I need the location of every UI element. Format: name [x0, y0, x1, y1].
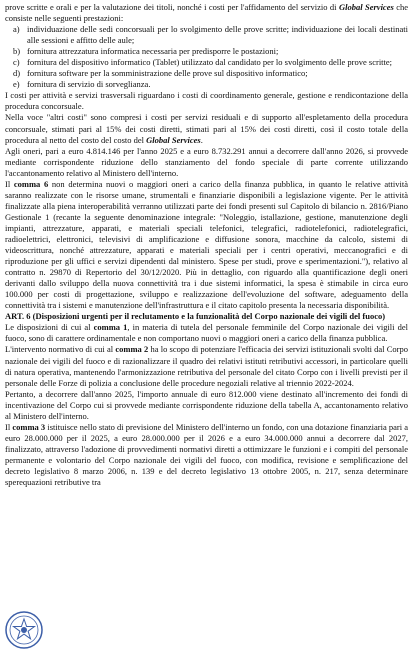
altri-costi-paragraph [5, 112, 408, 145]
intro-text-rest: che consiste nelle seguenti prestazioni: [5, 2, 409, 24]
list-item-label: c) [13, 57, 20, 68]
list-item-text: fornitura attrezzatura informatica necessaria per predisporre le postazioni; [27, 46, 279, 57]
intro-text: prove scritte e orali e per la valutazione dei titoli, nonché i costi per l'affidamento del servizio di [5, 2, 337, 12]
list-item-label: a) [13, 24, 20, 35]
comma3-ref: comma 3 [12, 421, 46, 432]
article-6-heading: ART. 6 (Disposizioni urgenti per il reclutamento e la funzionalità del Corpo nazionale dei vigili del fuoco) [5, 311, 386, 322]
comma6-text: non determina nuovi o maggiori oneri a carico della finanza pubblica, in quanto le relative attività saranno realizzate con le risorse umane, strumentali e finanziarie disponibili a legislazione vigente. Per le attività finalizzate alla piena interoperabilità verranno utilizzati parte dei fondi presenti sul Capitolo di bilancio n. 2816/Piano Gestionale 1 (recante la seguente denominazione integrale: "Noleggio, istallazione, gestione, manutenzione degli impianti, attrezzature, apparati, e materiali speciali telefonici, telegrafici, radiotelefonici, radiotelegrafici, radioelettrici, elettronici, televisivi di amplificazione e diffusione sonora, macchine da calcolo, sistemi di videoscrittura, nonché attrezzature, apparati e materiali speciali per i centri operativi, meccanografici e di riproduzione per gli uffici e servizi dipendenti dal ministero. Spese per studi, prove e sperimentazioni."), relativo al contratto n. 29870 di Repertorio del 30/12/2020. Più in dettaglio, con riguardo alla quantificazione degli oneri derivanti dallo sviluppo della nuova connettività tra i due sistemi informatici, la spesa è stimabile in circa euro 100.000 per costi di progettazione, sviluppo e realizzazione dell'evoluzione del software, adeguamento della connettività tra i sistemi e manutenzione dell'infrastruttura e il citato capitolo presenta la necessaria disponibilità. [5, 178, 409, 311]
global-services-name: Global Services [338, 2, 394, 12]
list-item-label: b) [13, 46, 21, 57]
comma1-ref: comma 1 [93, 322, 128, 333]
art6-c3-pre: Il [5, 421, 13, 432]
altri-costi-end: . [200, 134, 203, 145]
list-item-text: fornitura software per la somministrazione delle prove sul dispositivo informatico; [27, 68, 308, 79]
intro-paragraph [5, 2, 408, 24]
oneri-paragraph: Agli oneri, pari a euro 4.814.146 per l'anno 2025 e a euro 8.732.291 annui a decorrere dall'anno 2026, si provvede mediante corrispondente riduzione dello stanziamento del fondo speciale di parte corrente utilizzando l'accantonamento relativo al Ministero dell'interno. [5, 145, 408, 178]
comma6-ref: comma 6 [13, 178, 49, 189]
costi-paragraph: I costi per attività e servizi trasversali riguardano i costi di coordinamento generale, gestione e rendicontazione della procedura concorsuale. [5, 90, 408, 112]
repubblica-italiana-emblem-icon [4, 610, 44, 650]
list-item-label: d) [13, 68, 21, 79]
art6-c3-text: istituisce nello stato di previsione del Ministero dell'interno un fondo, con una dotazione finanziaria pari a euro 28.000.000 per il 2025, a euro 28.000.000 per il 2026 e a euro 34.000.000 annui a decorrere dal 2027, finalizzato, attraverso l'adozione di provvedimenti normativi diretti a ottimizzare le funzioni e i compiti del personale permanente e volontario del Corpo nazionale dei vigili del fuoco, con modifica, revisione e semplificazione del decreto legislativo 8 marzo 2006, n. 139 e del decreto legislativo 13 ottobre 2005, n. 217, senza determinare sperequazioni retributive tra [5, 421, 408, 488]
art6-comma1-paragraph [5, 322, 408, 344]
document-body [5, 2, 408, 488]
list-item-label: e) [13, 79, 20, 90]
services-list [5, 24, 408, 90]
art6-c1-pre: Le disposizioni di cui al [5, 322, 94, 333]
comma6-paragraph [5, 179, 408, 312]
art6-c1-text: , in materia di tutela del personale femminile del Corpo nazionale dei vigili del fuoco, sono di carattere ordinamentale e non comportano nuovi o maggiori oneri a carico della finanza pubblica. [5, 322, 409, 344]
list-item-text: fornitura del dispositivo informatico (Tablet) utilizzato dal candidato per lo svolgimento delle prove scritte; [27, 57, 393, 68]
list-item [5, 79, 408, 90]
altri-costi-text: Nella voce "altri costi" sono compresi i costi per servizi residuali e di supporto all'espletamento della procedura concorsuale, stimati pari al 15% dei costi diretti, stimati pari al 15% dei costi diretti, così il costo totale della procedura al netto del costo del costo del [5, 112, 408, 145]
list-item [5, 46, 408, 57]
art6-comma3-paragraph [5, 422, 408, 488]
list-item [5, 57, 408, 68]
comma2-ref: comma 2 [115, 344, 149, 355]
comma6-pre: Il [5, 178, 14, 189]
art6-c2-pre: L'intervento normativo di cui al [5, 344, 116, 355]
list-item-text: individuazione delle sedi concorsuali per lo svolgimento delle prove scritte; individuazione dei locali destinati alle sessioni e affitto delle aule; [27, 24, 408, 46]
list-item-text: fornitura di servizio di sorveglianza. [27, 79, 151, 90]
seal-svg [4, 610, 44, 650]
global-services-name: Global Services [146, 134, 201, 145]
art6-pertanto-paragraph: Pertanto, a decorrere dall'anno 2025, l'importo annuale di euro 812.000 viene destinato all'incremento dei fondi di incentivazione del Corpo cui si provvede mediante corrispondente riduzione della tabella A, accantonamento relativo al Ministero dell'interno. [5, 388, 408, 421]
art6-c2-text: ha lo scopo di potenziare l'efficacia dei servizi istituzionali svolti dal Corpo nazionale dei vigili del fuoco e di razionalizzare il quadro dei relativi istituti retributivi accessori, in particolare quelli di natura operativa, mantenendo l'armonizzazione retributiva del personale del citato Corpo con i livelli previsti per il personale delle Forze di polizia a conclusione delle procedure negoziali relative al triennio 2022-2024. [5, 344, 408, 388]
art6-comma2-paragraph [5, 344, 408, 388]
list-item [5, 24, 408, 46]
list-item [5, 68, 408, 79]
